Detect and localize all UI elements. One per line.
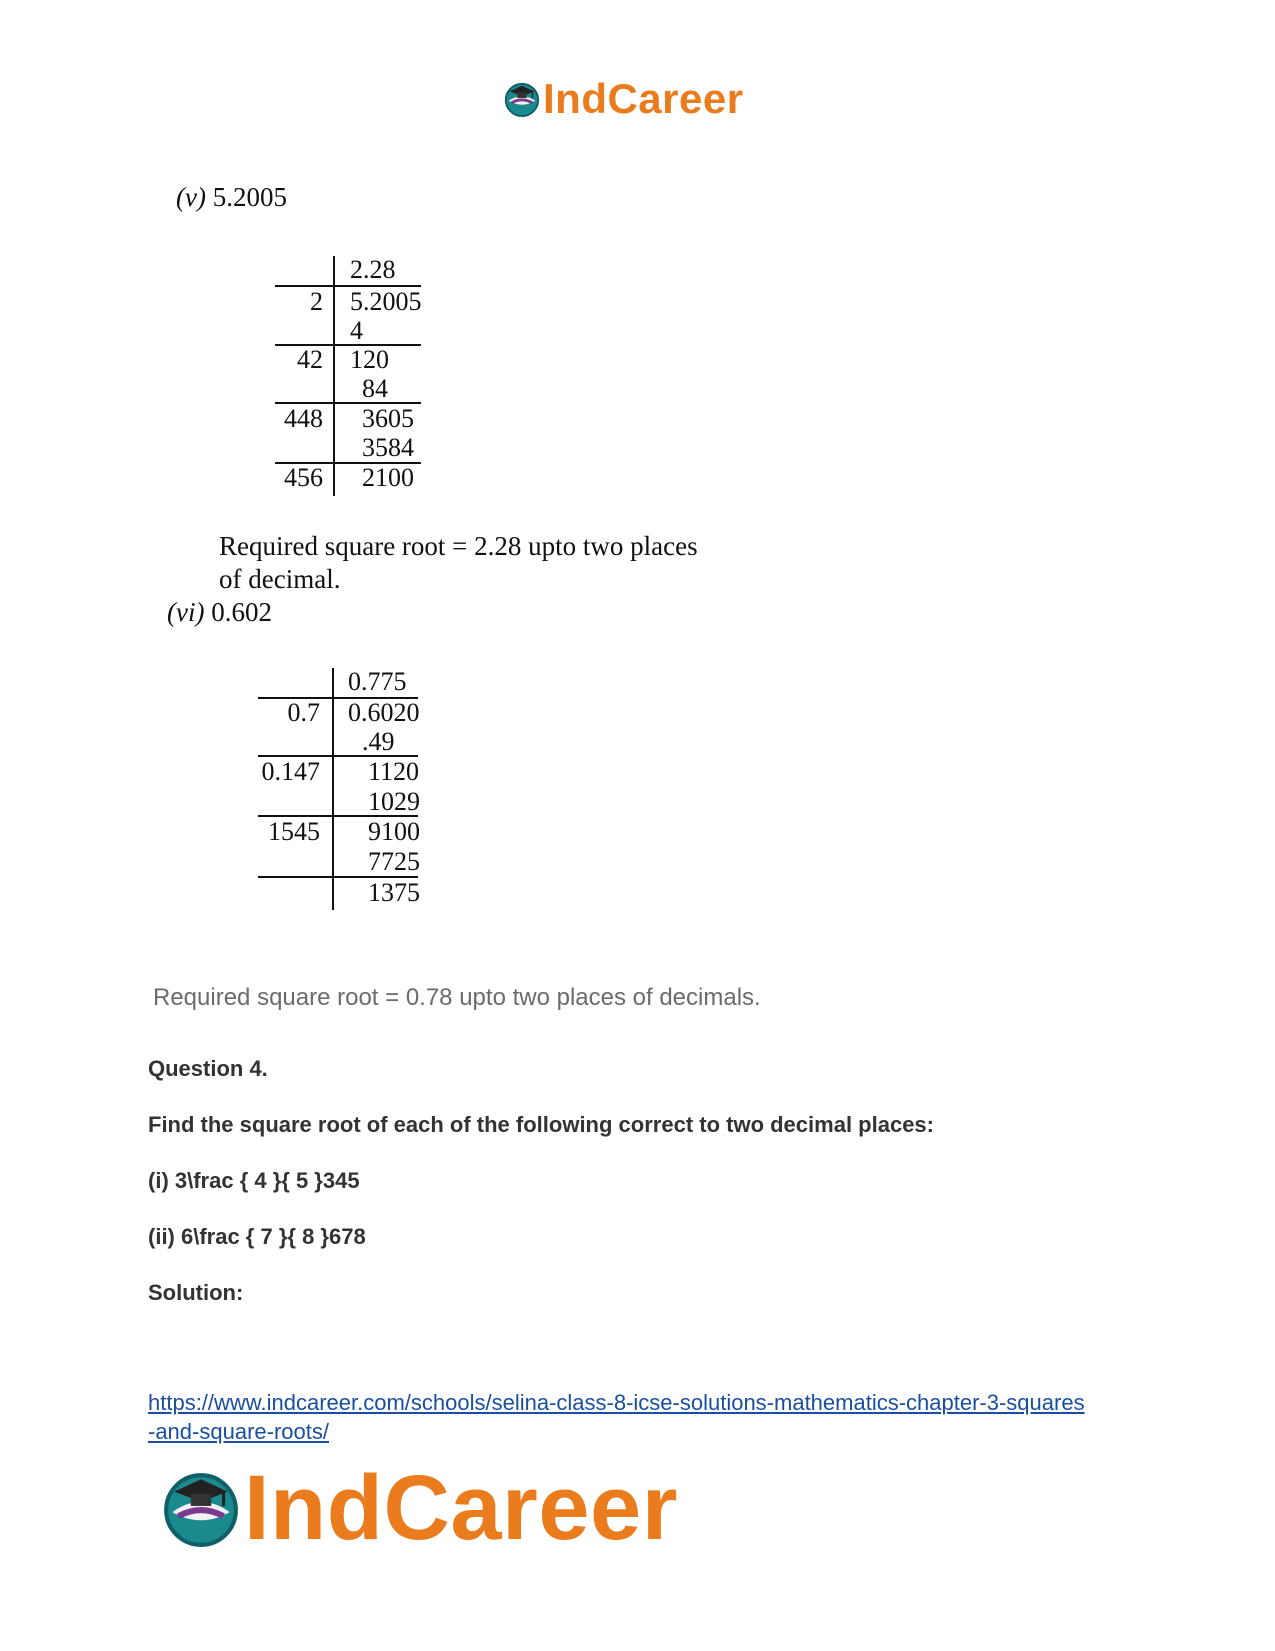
part-v-number: (v) [176,182,206,212]
question-title: Question 4. [148,1056,268,1081]
dividend-line: 1029 [368,787,420,816]
part-vi-number: (vi) [167,597,205,627]
divisor: 2 [310,287,323,316]
header-logo [503,75,744,122]
divisor: 0.147 [261,757,320,786]
dividend-line: 1120 [368,757,420,786]
divisor: 456 [284,463,323,492]
dividend-line: 7725 [368,847,420,876]
logo-wordmark: IndCareer [543,75,744,122]
division-vertical-line [333,256,335,496]
question-item: (ii) 6\frac { 7 }{ 8 }678 [148,1224,366,1249]
dividend-line: 120 [350,345,389,374]
dividend-line: 3584 [362,433,414,462]
division-quotient: 0.775 [348,667,407,696]
dividend-line: 0.6020 [348,698,420,727]
dividend-line: 2100 [362,463,414,492]
divisor: 0.7 [287,698,320,727]
dividend-line: 1375 [368,878,420,907]
question-item: (i) 3\frac { 4 }{ 5 }345 [148,1168,360,1193]
dividend-line: 5.2005 [350,287,422,316]
result-line: of decimal. [219,564,341,594]
part-vi-result: Required square root = 0.78 upto two places of decimals. [153,984,761,1011]
dividend-line: 9100 [368,817,420,846]
link-line: -and-square-roots/ [148,1419,329,1444]
question-prompt: Find the square root of each of the following correct to two decimal places: [148,1112,934,1137]
part-v-value: 5.2005 [212,182,287,212]
part-vi-value: 0.602 [211,597,272,627]
part-vi-label [167,597,272,628]
part-v-result [219,530,698,596]
part-v-label [176,182,287,213]
divisor: 448 [284,404,323,433]
globe-graduation-cap-icon [160,1467,242,1549]
globe-graduation-cap-icon [503,80,541,118]
footer-logo [160,1457,678,1559]
logo-wordmark: IndCareer [244,1457,678,1559]
division-vertical-line [332,668,334,910]
link-line: https://www.indcareer.com/schools/selina-class-8-icse-solutions-mathematics-chapter-3-squares [148,1390,1085,1415]
dividend-line: .49 [362,727,395,756]
dividend-line: 84 [362,374,388,403]
division-quotient: 2.28 [350,255,396,284]
solution-label: Solution: [148,1280,244,1305]
divisor: 1545 [268,817,320,846]
divisor: 42 [297,345,323,374]
result-line: Required square root = 2.28 upto two places [219,531,698,561]
source-link[interactable] [148,1388,1128,1446]
dividend-line: 3605 [362,404,414,433]
dividend-line: 4 [350,316,363,345]
